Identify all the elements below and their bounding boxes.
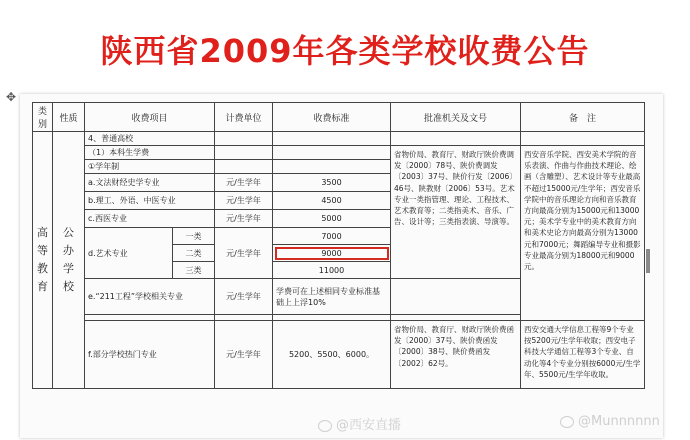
- value-d3: 11000: [273, 262, 391, 279]
- class-d3: 三类: [173, 262, 215, 279]
- header-unit: 计费单位: [215, 103, 273, 132]
- weibo-icon: [560, 416, 574, 428]
- header-standard: 收费标准: [273, 103, 391, 132]
- value-b: 4500: [273, 192, 391, 210]
- value-d1: 7000: [273, 228, 391, 245]
- unit-f: 元/生学年: [215, 321, 273, 389]
- item-a: a.文法财经史学专业: [85, 174, 215, 192]
- value-a: 3500: [273, 174, 391, 192]
- category-cell: 高 等 教 育: [33, 132, 53, 389]
- side-scroll-marker[interactable]: [646, 249, 650, 273]
- unit-c: 元/生学年: [215, 210, 273, 228]
- value-e: 学费可在上述相同专业标准基础上上浮10%: [273, 279, 391, 315]
- document-sheet: [6, 90, 663, 438]
- unit-d: 元/生学年: [215, 228, 273, 279]
- table-row: [33, 146, 645, 160]
- approval-cell-2: 省物价局、教育厅、财政厅陕价费函发〔2000〕37号、陕价费函发〔2000〕38号、陕价费函发〔2002〕62号。: [391, 321, 521, 389]
- class-d2: 二类: [173, 245, 215, 262]
- item-undergrad: （1）本科生学费: [85, 146, 215, 160]
- item-e: e.“211工程”学校相关专业: [85, 279, 215, 315]
- watermark-left: @西安直播: [318, 414, 401, 433]
- value-f: 5200、5500、6000。: [273, 321, 391, 389]
- header-nature: 性质: [53, 103, 85, 132]
- item-f: f.部分学校热门专业: [85, 321, 215, 389]
- item-general: 4、普通高校: [85, 132, 215, 146]
- header-category: 类别: [33, 103, 53, 132]
- move-handle-icon[interactable]: ✥: [6, 90, 17, 104]
- item-d: d.艺术专业: [85, 228, 173, 279]
- nature-cell: 公 办 学 校: [53, 132, 85, 389]
- unit-b: 元/生学年: [215, 192, 273, 210]
- value-d2-highlighted: 9000: [273, 245, 391, 262]
- table-row: [33, 132, 645, 146]
- header-remark: 备 注: [521, 103, 645, 132]
- table-header-row: [33, 103, 645, 132]
- weibo-icon: [318, 420, 332, 432]
- value-c: 5000: [273, 210, 391, 228]
- remark-cell-2: 西安交通大学信息工程等9个专业按5200元/生学年收取；西安电子科技大学通信工程等3个专业、自动化等4个专业分别按6000元/生学年、5500元/生学年收取。: [521, 321, 645, 389]
- fee-table: [32, 102, 645, 389]
- remark-cell-1: 西安音乐学院、西安美术学院的音乐表演、作曲与作曲技术理论、绘画（含雕塑）、艺术设计等专业最高不超过15000元/生学年；西安音乐学院中的音乐理论方向和音乐教育方向最高分别为15000元和13000元；美术学专业中的美术教育方向和美术史论方向最高分别为13000元和7000元；舞蹈编导专业和摄影专业最高分别为18000元和9000元。: [521, 146, 645, 321]
- approval-cell-1: 省物价局、教育厅、财政厅陕价费调发〔2000〕78号、陕价费调发〔2003〕37号、陕价行发〔2006〕46号、陕教财〔2006〕53号。艺术专业一类指管理、理论、工程技术、艺术教育等；二类指美术、音乐、广告、设计等；三类指表演、导演等。: [391, 146, 521, 279]
- table-row: [33, 321, 645, 389]
- class-d1: 一类: [173, 228, 215, 245]
- watermark-right: @Munnnnnn: [560, 414, 660, 429]
- unit-a: 元/生学年: [215, 174, 273, 192]
- item-credit: ①学年制: [85, 160, 215, 174]
- item-c: c.西医专业: [85, 210, 215, 228]
- item-b: b.理工、外语、中医专业: [85, 192, 215, 210]
- header-approval: 批准机关及文号: [391, 103, 521, 132]
- unit-e: 元/生学年: [215, 279, 273, 315]
- header-item: 收费项目: [85, 103, 215, 132]
- page-title: 陕西省2009年各类学校收费公告: [100, 32, 590, 70]
